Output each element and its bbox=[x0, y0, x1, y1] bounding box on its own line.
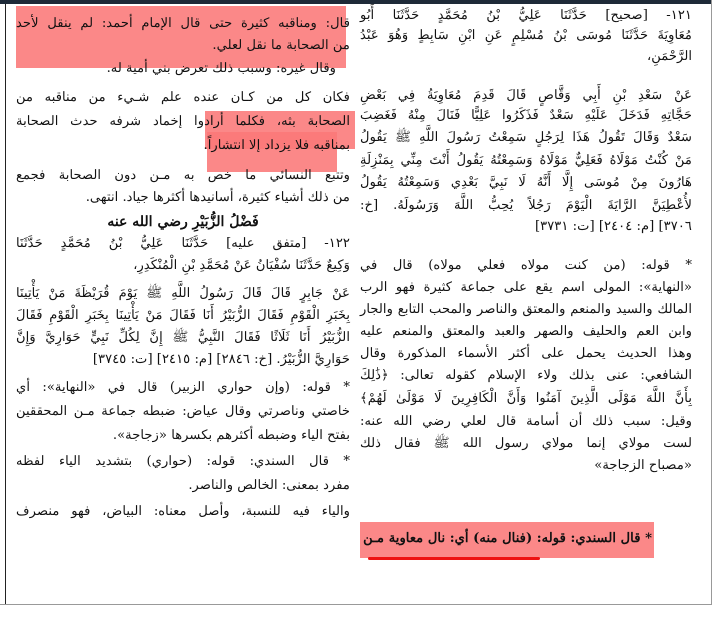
right-line-20: «مصباح الزجاجة» bbox=[594, 458, 692, 473]
right-line-9: لأُعْطِيَنَّ الرَّايَةَ الْيَوْمَ رَجُلاً يُحِبُّ اللَّهَ وَرَسُولَهُ. [خ: bbox=[360, 198, 692, 213]
left-line-12: عَنْ جَابِرٍ قَالَ قَالَ رَسُولُ اللَّهِ ﷺ يَوْمَ قُرَيْظَةَ مَنْ يَأْتِينَا bbox=[16, 286, 350, 301]
window-frame-right bbox=[711, 0, 726, 618]
right-line-18: وقيل: سبب ذلك أن أسامة قال لعلي رضي الله عنه: bbox=[360, 414, 692, 429]
left-line-15: حَوَارِيَّ الزُّبَيْرُ. [خ: ٢٨٤٦] [م: ٢٤١٥] [ت: ٣٧٤٥] bbox=[92, 352, 350, 367]
right-line-19: لست مولاي إنما مولاي رسول الله ﷺ فقال ذلك bbox=[360, 436, 692, 451]
right-line-13: المالك والسيد والمنعم والمعتق والناصر والمحب التابع والجار bbox=[360, 302, 692, 317]
section-heading: فَضْلُ الزُّبَيْرِ رضي الله عنه bbox=[107, 214, 259, 230]
left-line-16: * قوله: (وإن حواري الزبير) قال في «النهاية»: أي bbox=[16, 380, 350, 395]
right-line-1: ١٢١- [صحيح] حَدَّثَنَا عَلِيُّ بْنُ مُحَمَّدٍ حَدَّثَنَا أَبُو bbox=[360, 8, 692, 23]
left-line-6: بمناقبه فلا يزداد إلا انتشاراً. bbox=[203, 138, 350, 153]
window-frame-bottom bbox=[0, 604, 712, 619]
right-line-12: «النهاية»: المولى اسم يقع على جماعة كثيرة فهو الرب bbox=[360, 280, 692, 295]
right-line-2: مُعَاوِيَةَ حَدَّثَنَا مُوسَى بْنُ مُسْلِمٍ عَنِ ابْنِ سَابِطٍ وَهُوَ عَبْدُ bbox=[360, 28, 692, 43]
left-line-7: وتتبع النسائي ما خص به مـن دون الصحابة فجمع bbox=[16, 168, 350, 183]
right-line-6: سَعْدٌ وَقَالَ تَقُولُ هَذَا لِرَجُلٍ سَمِعْتُ رَسُولَ اللَّهِ ﷺ يَقُولُ bbox=[360, 130, 692, 145]
right-line-15: وهذا الحديث يحمل على أكثر الأسماء المذكورة وقال bbox=[360, 346, 692, 361]
right-line-16: الشافعي: عنى بذلك ولاء الإسلام كقوله تعالى: ﴿ذَٰلِكَ bbox=[360, 368, 692, 383]
left-line-8: من ذلك أشياء كثيرة، أسانيدها أكثرها جياد. انتهى. bbox=[85, 190, 350, 205]
left-line-4: فكان كل من كـان عنده علم شـيء من مناقبه من bbox=[16, 90, 350, 105]
left-line-19: * قال السندي: قوله: (حواري) بتشديد الياء لفظه bbox=[16, 454, 350, 469]
right-line-3: الرَّحْمَنِ، bbox=[646, 49, 692, 64]
right-line-11: * قوله: (من كنت مولاه فعلي مولاه) قال في bbox=[360, 258, 692, 273]
right-line-10: ٣٧٠٦] [م: ٢٤٠٤] [ت: ٣٧٣١] bbox=[534, 219, 692, 234]
right-line-21: * قال السندي: قوله: (فنال منه) أي: نال معاوية مـن bbox=[363, 531, 652, 546]
left-line-17: خاصتي وناصرتي وقال عياض: ضبطه جماعة مـن المحققين bbox=[16, 404, 350, 419]
right-line-4: عَنْ سَعْدِ بْنِ أَبِي وَقَّاصٍ قَالَ قَدِمَ مُعَاوِيَةُ فِي بَعْضِ bbox=[360, 88, 692, 103]
left-line-13: بِخَبَرِ الْقَوْمِ فَقَالَ الزُّبَيْرُ أَنَا فَقَالَ مَنْ يَأْتِينَا بِخَبَرِ الْقَوْمِ فَقَالَ bbox=[16, 308, 350, 323]
left-line-21: والياء فيه للنسبة، وأصل معناه: البياض، فهو منصرف bbox=[16, 504, 350, 519]
left-line-10: ١٢٢- [متفق عليه] حَدَّثَنَا عَلِيُّ بْنُ مُحَمَّدٍ حَدَّثَنَا bbox=[16, 236, 350, 251]
left-line-2: من الصحابة ما نقل لعلي. bbox=[212, 38, 350, 53]
right-line-5: حَجَّاتِهِ فَدَخَلَ عَلَيْهِ سَعْدٌ فَذَكَرُوا عَلِيًّا فَنَالَ مِنْهُ فَغَضِبَ bbox=[360, 108, 692, 123]
red-underline bbox=[368, 557, 540, 560]
left-line-20: مفرد بمعنى: الخالص والناصر. bbox=[188, 478, 350, 493]
left-line-1: قال: ومناقبه كثيرة حتى قال الإمام أحمد: لم ينقل لأحد bbox=[16, 16, 350, 31]
left-line-11: وَكِيعٌ حَدَّثَنَا سُفْيَانُ عَنْ مُحَمَّدِ بْنِ الْمُنْكَدِرِ، bbox=[133, 258, 350, 273]
left-line-14: الزُّبَيْرُ أَنَا ثَلَاثًا فَقَالَ النَّبِيُّ ﷺ إِنَّ لِكُلِّ نَبِيٍّ حَوَارِيَّ وَإِنَّ bbox=[16, 330, 350, 345]
right-line-14: وابن العم والحليف والصهر والعبد والمعتق والمنعم عليه bbox=[360, 324, 692, 339]
right-line-7: مَنْ كُنْتُ مَوْلَاهُ فَعَلِيٌّ مَوْلَاهُ وَسَمِعْتُهُ يَقُولُ أَنْتَ مِنِّي بِمَنْزِلَةِ bbox=[360, 153, 692, 168]
left-line-3: وقال غيره: وسبب ذلك تعرض بني أمية له. bbox=[106, 61, 336, 76]
left-line-5: الصحابة بثه، فكلما أرادوا إخماد شرفه حدث الصحابة bbox=[16, 114, 350, 129]
right-line-8: هَارُونَ مِنْ مُوسَى إِلَّا أَنَّهُ لَا نَبِيَّ بَعْدِي وَسَمِعْتُهُ يَقُولُ bbox=[360, 175, 692, 190]
right-line-17: بِأَنَّ اللَّهَ مَوْلَى الَّذِينَ آمَنُوا وَأَنَّ الْكَافِرِينَ لَا مَوْلَىٰ لَهُمْ﴾ bbox=[360, 391, 692, 406]
frame-left-line bbox=[5, 4, 6, 604]
left-line-18: بفتح الياء وضبطه أكثرهم بكسرها «زجاجة». bbox=[112, 428, 350, 443]
window-frame-top bbox=[0, 0, 726, 4]
